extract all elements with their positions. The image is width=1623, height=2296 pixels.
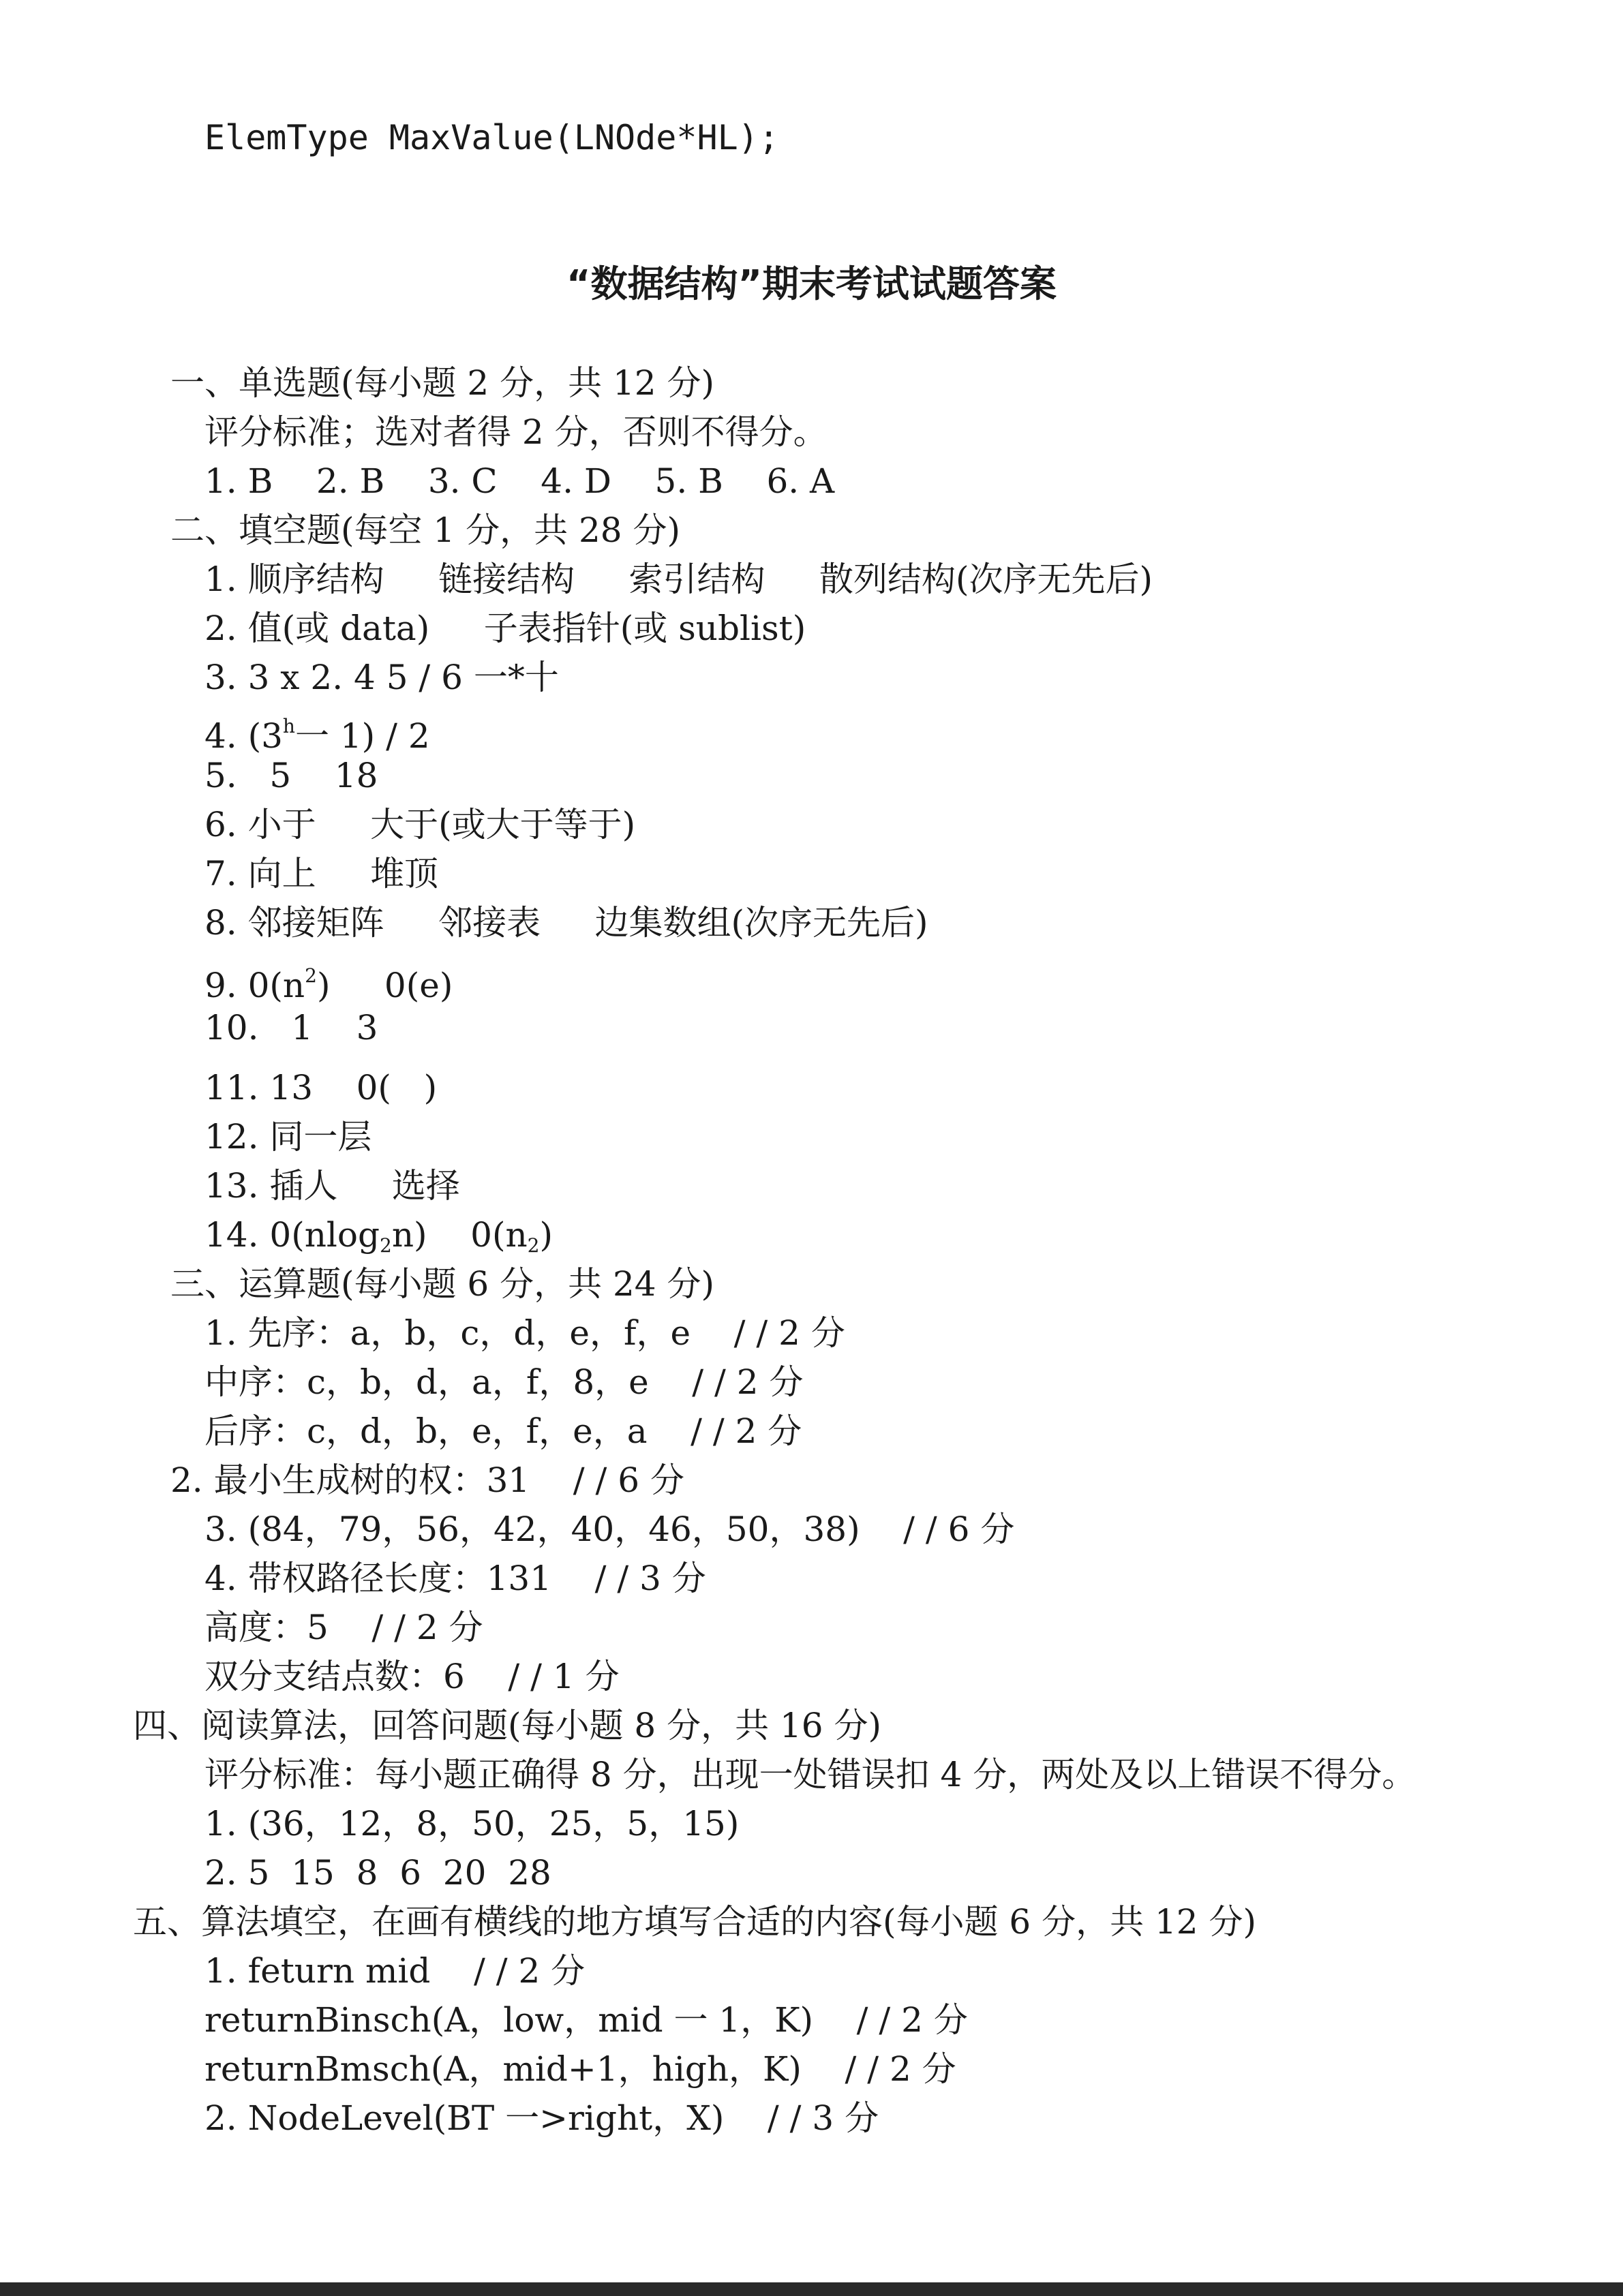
- section-2-answer-14: [204, 1214, 553, 1266]
- section-2-answer-4: [204, 706, 430, 756]
- answer-14-part-2: n) 0(n: [391, 1215, 528, 1255]
- answer-4-part-2: 一 1) / 2: [294, 716, 430, 756]
- section-4-answer-2: 2. 5 15 8 6 20 28: [204, 1853, 551, 1893]
- section-5-heading: 五、算法填空，在画有横线的地方填写合适的内容(每小题 6 分，共 12 分): [133, 1902, 1257, 1942]
- section-3-answer-1-preorder: 1. 先序：a，b，c，d，e，f，e / / 2 分: [204, 1313, 845, 1353]
- code-declaration: ElemType MaxValue(LNOde*HL);: [204, 118, 779, 157]
- answer-9-part-2: ) 0(e): [316, 966, 453, 1005]
- section-2-answer-12: 12. 同一层: [204, 1117, 372, 1157]
- answer-9-superscript: 2: [305, 964, 317, 987]
- section-2-answer-3: 3. 3 x 2. 4 5 / 6 一*十: [204, 658, 559, 697]
- answer-4-part-1: 4. (3: [204, 716, 283, 756]
- answer-14-part-3: ): [539, 1215, 553, 1255]
- section-1-answers: 1. B 2. B 3. C 4. D 5. B 6. A: [204, 461, 835, 501]
- bottom-edge-rule: [0, 2282, 1623, 2296]
- answer-14-subscript-2: 2: [527, 1234, 540, 1257]
- section-3-answer-4-height: 高度：5 / / 2 分: [204, 1608, 483, 1647]
- section-3-answer-4: 4. 带权路径长度：131 / / 3 分: [204, 1559, 706, 1598]
- section-2-answer-10: 10. 1 3: [204, 1008, 378, 1047]
- section-2-answer-9: [204, 955, 453, 1006]
- section-3-answer-2: 2. 最小生成树的权：31 / / 6 分: [170, 1460, 684, 1500]
- section-2-answer-6: 6. 小于 大于(或大于等于): [204, 805, 636, 844]
- answer-14-subscript-1: 2: [380, 1234, 392, 1257]
- section-4-criteria: 评分标准：每小题正确得 8 分，出现一处错误扣 4 分，两处及以上错误不得分。: [204, 1755, 1416, 1794]
- section-2-answer-1: 1. 顺序结构 链接结构 索引结构 散列结构(次序无先后): [204, 560, 1153, 599]
- section-2-answer-7: 7. 向上 堆顶: [204, 854, 439, 893]
- section-2-answer-2: 2. 值(或 data) 子表指针(或 sublist): [204, 609, 806, 648]
- section-2-answer-8: 8. 邻接矩阵 邻接表 边集数组(次序无先后): [204, 903, 928, 943]
- answer-14-part-1: 14. 0(nlog: [204, 1215, 380, 1255]
- section-5-answer-1-line-2: returnBinsch(A，low，mid 一 1，K) / / 2 分: [204, 2000, 968, 2040]
- section-2-heading: 二、填空题(每空 1 分，共 28 分): [170, 510, 681, 550]
- section-2-answer-5: 5. 5 18: [204, 756, 378, 795]
- section-3-answer-4-nodes: 双分支结点数：6 / / 1 分: [204, 1657, 620, 1696]
- section-3-answer-3: 3. (84，79，56，42，40，46，50，38) / / 6 分: [204, 1510, 1015, 1549]
- section-1-heading: 一、单选题(每小题 2 分，共 12 分): [170, 363, 715, 403]
- section-3-heading: 三、运算题(每小题 6 分，共 24 分): [170, 1264, 715, 1304]
- section-5-answer-1-line-3: returnBmsch(A，mid+1，high，K) / / 2 分: [204, 2049, 956, 2089]
- answer-4-superscript: h: [282, 715, 295, 737]
- section-1-criteria: 评分标准；选对者得 2 分，否则不得分。: [204, 412, 828, 452]
- answer-9-part-1: 9. 0(n: [204, 966, 305, 1005]
- section-4-answer-1: 1. (36，12，8，50，25，5，15): [204, 1804, 740, 1843]
- section-2-answer-13: 13. 插人 选择: [204, 1166, 460, 1206]
- section-5-answer-1: 1. feturn mid / / 2 分: [204, 1951, 586, 1991]
- section-3-answer-1-inorder: 中序：c，b，d，a，f，8，e / / 2 分: [204, 1362, 804, 1402]
- section-4-heading: 四、阅读算法，回答问题(每小题 8 分，共 16 分): [133, 1706, 882, 1745]
- section-3-answer-1-postorder: 后序：c，d，b，e，f，e，a / / 2 分: [204, 1411, 802, 1451]
- page-title: “数据结构”期末考试试题答案: [566, 262, 1057, 305]
- section-2-answer-11: 11. 13 0( ): [204, 1068, 438, 1107]
- section-5-answer-2: 2. NodeLevel(BT 一>right，X) / / 3 分: [204, 2098, 879, 2138]
